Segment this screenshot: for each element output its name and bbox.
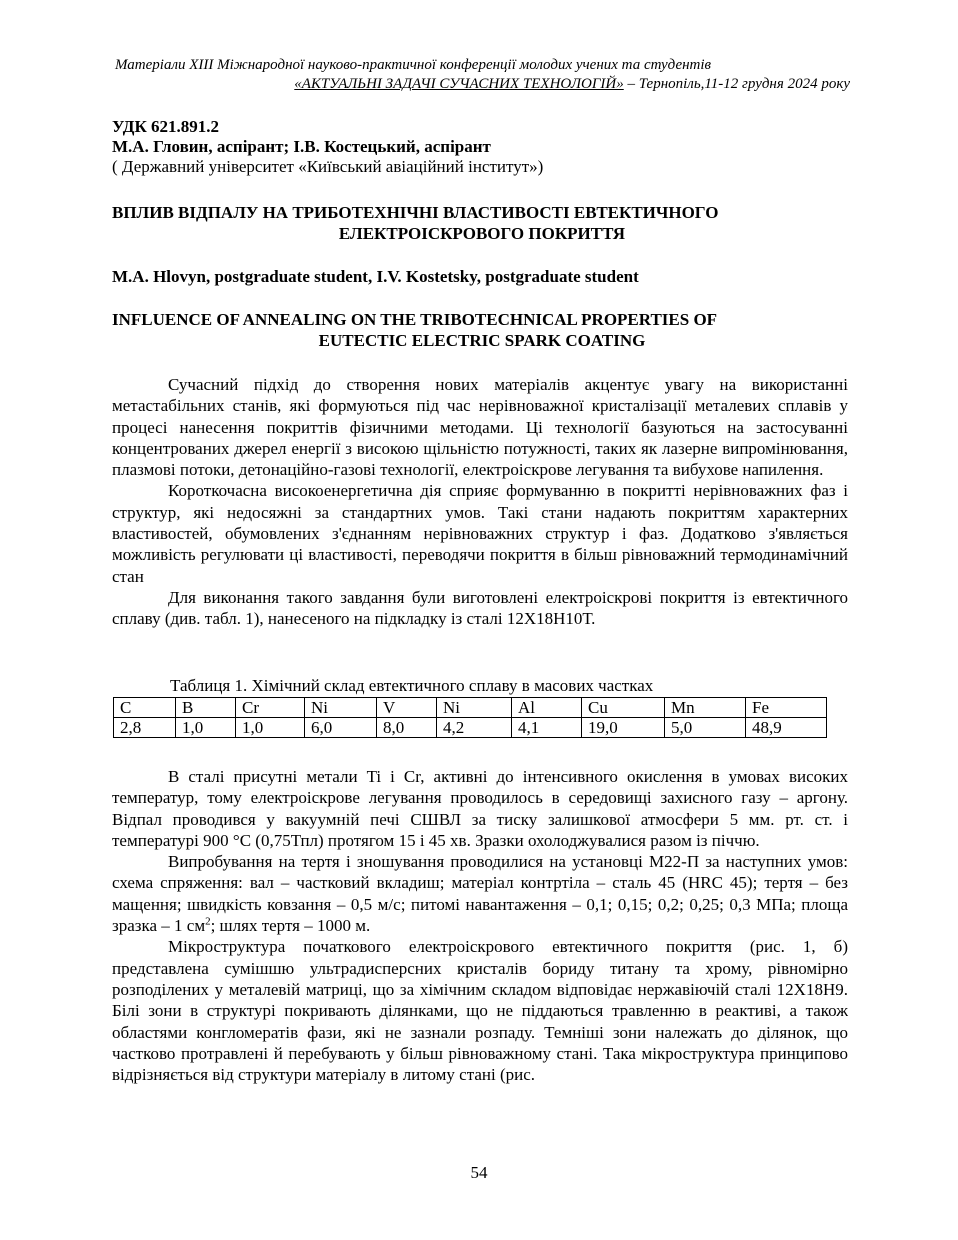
body-section-1 — [112, 374, 848, 630]
paragraph-friction-test — [112, 851, 848, 936]
authors-ua: М.А. Гловин, аспірант; І.В. Костецький, аспірант — [112, 137, 491, 156]
table-header-cell: V — [377, 698, 437, 718]
table-cell: 8,0 — [377, 718, 437, 738]
table-caption: Таблиця 1. Хімічний склад евтектичного сплаву в масових частках — [170, 676, 654, 695]
table-header-cell: Ni — [437, 698, 512, 718]
paragraph-microstructure: Мікроструктура початкового електроіскрового евтектичного покриття (рис. 1, б) представлена сумішшю ультрадисперсних кристалів бориду титану та хрому, рівномірно розподілених у металевій матриці, що за хімічним складом відповідає нержавіючій сталі 12Х18Н9. Білі зони в структурі покривають ділянками, що не піддаються травленню в реактиві, а також областями конгломератів фази, які не зазнали розпаду. Темніші зони належать до ділянок, що частково протравлені й перебувають у більш рівноважному стані. Така мікроструктура принципово відрізняється від структури матеріалу в литому стані (рис. — [112, 937, 848, 1085]
udk-code: УДК 621.891.2 — [112, 117, 220, 136]
table-cell: 48,9 — [746, 718, 827, 738]
title-en-line-1: INFLUENCE OF ANNEALING ON THE TRIBOTECHNICAL PROPERTIES OF — [112, 310, 718, 329]
header-line-2 — [110, 75, 850, 94]
page-number: 54 — [470, 1163, 488, 1182]
paragraph-electrospark-alloying: В сталі присутні метали Ti і Cr, активні до інтенсивного окислення в умовах високих температур, тому електроіскрове легування проводилось в середовищі захисного газу – аргону. Відпал проводився у вакуумній печі СШВЛ за тиску залишкової атмосфери 5 мм. рт. ст. і температурі 900 °С (0,75Тпл) протягом 15 і 45 хв. Зразки охолоджувалися разом із піччю. — [112, 767, 848, 850]
chemical-composition-table — [113, 697, 827, 738]
authors-en-line: M.A. Hlovyn, postgraduate student, I.V. Kostetsky, postgraduate student — [112, 267, 639, 286]
table-header-cell: Al — [512, 698, 582, 718]
friction-test-text: Випробування на тертя і зношування проводилися на установці М22-П за наступних умов: схема спряження: вал – частковий вкладиш; матеріал контртіла – сталь 45 (HRC 45); тертя – без мащення; швидкість ковзання – 0,5 м/с; питомі навантаження – 0,1; 0,15; 0,2; 0,25; 0,3 МПа; площа зразка – 1 см — [112, 852, 848, 936]
table-row — [114, 718, 827, 738]
conference-name: «АКТУАЛЬНІ ЗАДАЧІ СУЧАСНИХ ТЕХНОЛОГІЙ» — [294, 76, 624, 92]
header-line-1: Матеріали XIII Міжнародної науково-практичної конференції молодих учених та студентів — [115, 57, 712, 73]
running-header — [110, 56, 850, 94]
table-header-cell: Mn — [665, 698, 746, 718]
title-ua — [112, 202, 852, 244]
table-header-cell: Cu — [582, 698, 665, 718]
authors-en — [112, 266, 852, 287]
table-cell: 2,8 — [114, 718, 176, 738]
table-cell: 6,0 — [305, 718, 377, 738]
paragraph-intro: Сучасний підхід до створення нових матеріалів акцентує увагу на використанні метастабільних станів, які формуються під час нерівноважної кристалізації металевих сплавів у процесі нанесення покриттів фізичними методами. Ці технології базуються на застосуванні концентрованих джерел енергії з високою щільністю потужності, таких як лазерне випромінювання, плазмові потоки, детонаційно-газові технології, електроіскрове легування та вибухове напилення. — [112, 375, 848, 480]
table-cell: 19,0 — [582, 718, 665, 738]
table-header-row — [114, 698, 827, 718]
table-header-cell: Fe — [746, 698, 827, 718]
table-cell: 1,0 — [236, 718, 305, 738]
table-cell: 4,2 — [437, 718, 512, 738]
title-ua-line-1: ВПЛИВ ВІДПАЛУ НА ТРИБОТЕХНІЧНІ ВЛАСТИВОСТІ ЕВТЕКТИЧНОГО — [112, 203, 719, 222]
table-cell: 4,1 — [512, 718, 582, 738]
affiliation: ( Державний університет «Київський авіаційний інститут») — [112, 157, 544, 176]
friction-test-text-end: ; шлях тертя – 1000 м. — [210, 916, 371, 936]
superscript-2: 2 — [205, 915, 211, 928]
article-meta — [112, 117, 852, 177]
table-cell: 1,0 — [176, 718, 236, 738]
title-en-line-2: EUTECTIC ELECTRIC SPARK COATING — [318, 331, 646, 350]
table-header-cell: C — [114, 698, 176, 718]
table-header-cell: B — [176, 698, 236, 718]
table-header-cell: Ni — [305, 698, 377, 718]
paragraph-nonequilibrium: Короткочасна високоенергетична дія сприяє формуванню в покритті нерівноважних фаз і структур, які недосяжні за стандартних умов. Такі стани надають покриттям характерних властивостей, обумовлених з'єднанням нерівноважних структур і фаз. Додатково з'являється можливість регулювати ці властивості, переводячи покриття в більш рівноважний термодинамічний стан — [112, 481, 848, 586]
conference-place-date: – Тернопіль,11-12 грудня 2024 року — [623, 76, 850, 92]
table-header-cell: Cr — [236, 698, 305, 718]
title-ua-line-2: ЕЛЕКТРОІСКРОВОГО ПОКРИТТЯ — [338, 224, 626, 243]
body-section-2 — [112, 766, 848, 1085]
title-en — [112, 309, 852, 351]
table-cell: 5,0 — [665, 718, 746, 738]
paragraph-task: Для виконання такого завдання були виготовлені електроіскрові покриття із евтектичного сплаву (див. табл. 1), нанесеного на підкладку із сталі 12Х18Н10Т. — [112, 587, 848, 629]
